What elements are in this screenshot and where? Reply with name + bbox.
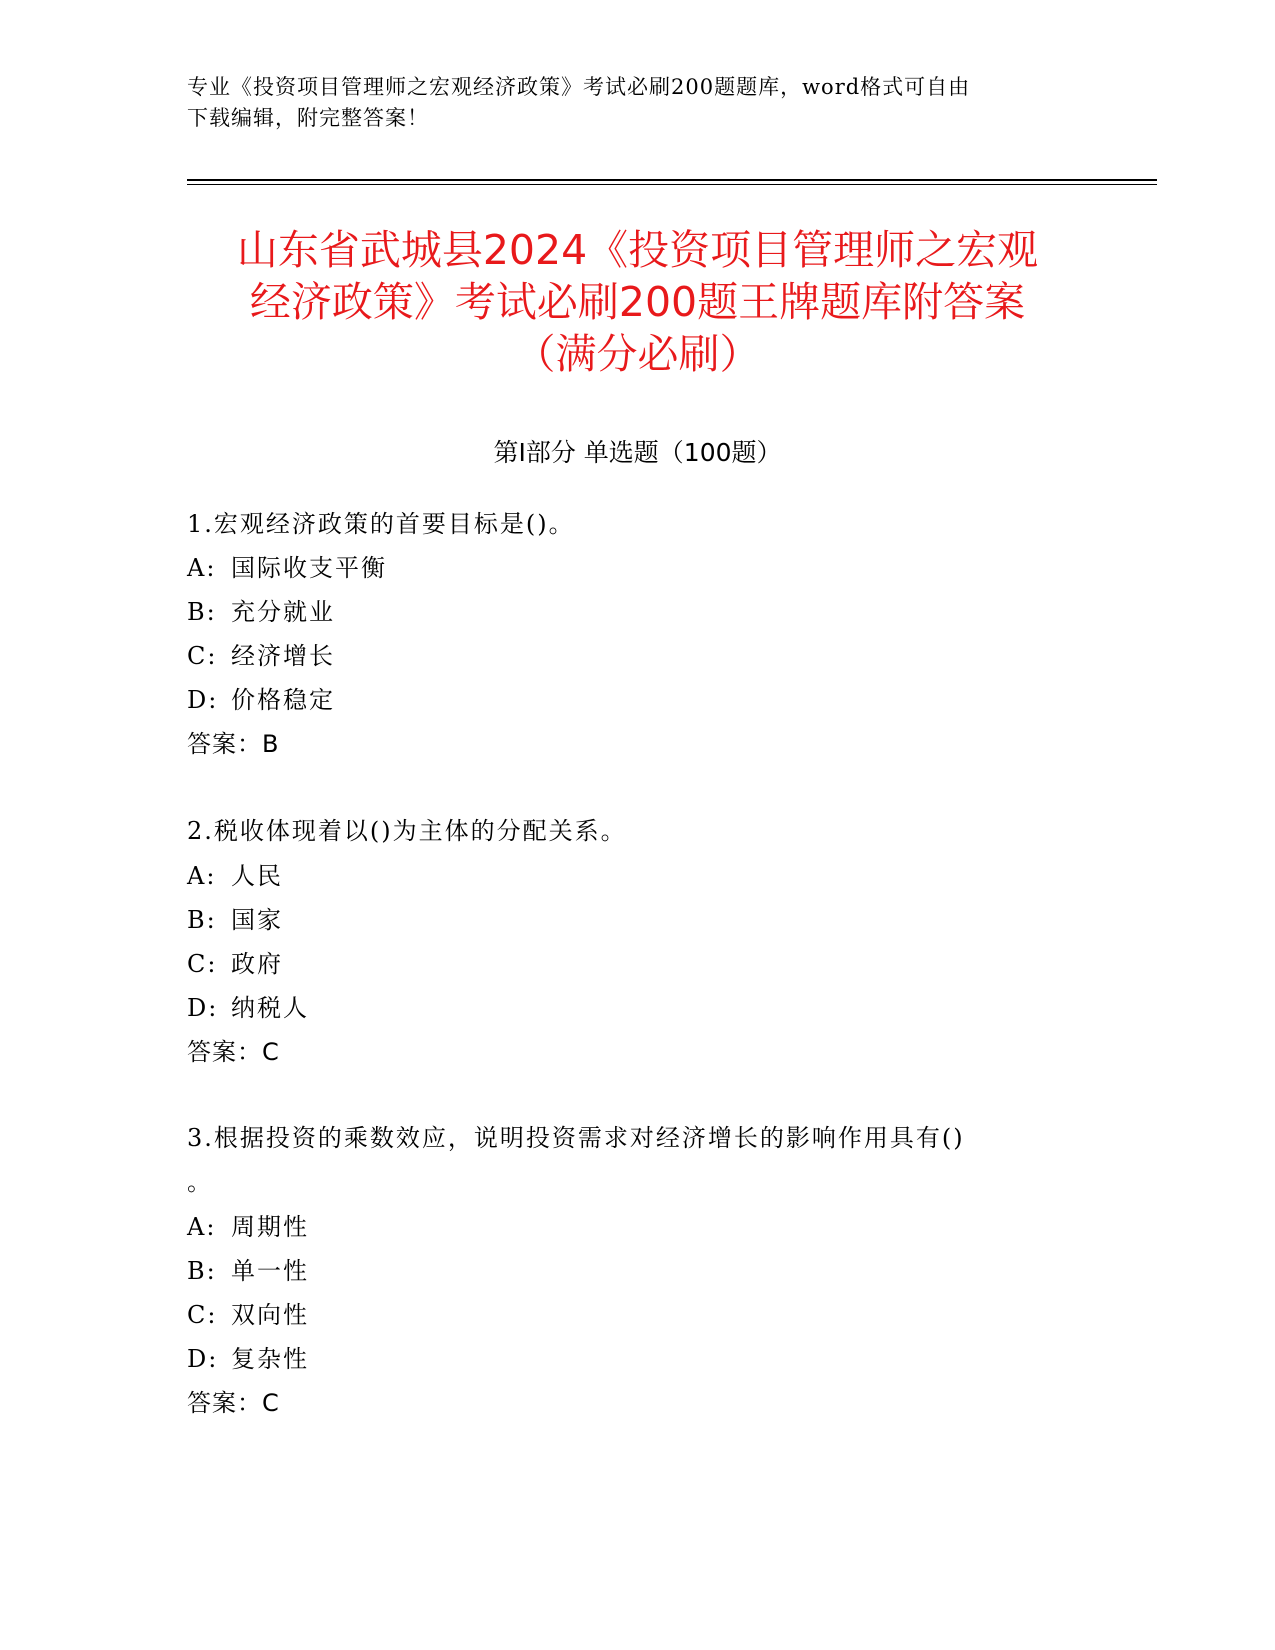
document-title-line: （满分必刷） bbox=[514, 330, 761, 378]
document-title-line: 山东省武城县2024《投资项目管理师之宏观 bbox=[236, 226, 1039, 274]
option-c bbox=[187, 640, 1067, 672]
option-label: C: bbox=[187, 950, 218, 978]
option-label: A: bbox=[187, 554, 217, 582]
option-label: D: bbox=[187, 686, 219, 714]
option-text: 单一性 bbox=[231, 1257, 309, 1285]
answer-label: 答案：C bbox=[187, 1389, 280, 1417]
option-a bbox=[187, 552, 1067, 584]
option-text: 复杂性 bbox=[231, 1345, 309, 1373]
question-stem: 3.根据投资的乘数效应，说明投资需求对经济增长的影响作用具有() bbox=[187, 1124, 965, 1152]
option-label: B: bbox=[187, 1257, 217, 1285]
option-b bbox=[187, 904, 1067, 936]
header-divider-thick bbox=[187, 179, 1157, 181]
option-text: 双向性 bbox=[231, 1301, 309, 1329]
option-d bbox=[187, 684, 1067, 716]
header-note-line: 下载编辑，附完整答案！ bbox=[187, 106, 429, 130]
section-title: 第Ⅰ部分 单选题（100题） bbox=[493, 438, 782, 467]
option-a bbox=[187, 1211, 1067, 1243]
option-text: 价格稳定 bbox=[231, 686, 335, 714]
question-stem: 1.宏观经济政策的首要目标是()。 bbox=[187, 510, 575, 538]
option-b bbox=[187, 1255, 1067, 1287]
option-label: C: bbox=[187, 642, 218, 670]
option-label: A: bbox=[187, 1213, 217, 1241]
option-text: 政府 bbox=[231, 950, 283, 978]
option-text: 国家 bbox=[231, 906, 283, 934]
document-title bbox=[150, 224, 1125, 380]
answer-label: 答案：B bbox=[187, 730, 280, 758]
option-text: 周期性 bbox=[231, 1213, 309, 1241]
option-text: 充分就业 bbox=[231, 598, 335, 626]
option-d bbox=[187, 992, 1067, 1024]
document-title-line: 经济政策》考试必刷200题王牌题库附答案 bbox=[249, 278, 1026, 326]
option-text: 人民 bbox=[231, 862, 283, 890]
option-text: 纳税人 bbox=[231, 994, 309, 1022]
header-divider-thin bbox=[187, 184, 1157, 185]
option-label: C: bbox=[187, 1301, 218, 1329]
option-d bbox=[187, 1343, 1067, 1375]
option-c bbox=[187, 1299, 1067, 1331]
option-label: B: bbox=[187, 906, 217, 934]
option-label: B: bbox=[187, 598, 217, 626]
option-text: 国际收支平衡 bbox=[231, 554, 387, 582]
option-label: D: bbox=[187, 1345, 219, 1373]
option-text: 经济增长 bbox=[231, 642, 335, 670]
header-note-line: 专业《投资项目管理师之宏观经济政策》考试必刷200题题库，word格式可自由 bbox=[187, 75, 971, 99]
question-stem-continuation: 。 bbox=[187, 1168, 213, 1196]
option-c bbox=[187, 948, 1067, 980]
header-note bbox=[187, 72, 1077, 134]
option-b bbox=[187, 596, 1067, 628]
option-a bbox=[187, 860, 1067, 892]
answer-label: 答案：C bbox=[187, 1038, 280, 1066]
question-stem: 2.税收体现着以()为主体的分配关系。 bbox=[187, 817, 627, 845]
option-label: A: bbox=[187, 862, 217, 890]
option-label: D: bbox=[187, 994, 219, 1022]
